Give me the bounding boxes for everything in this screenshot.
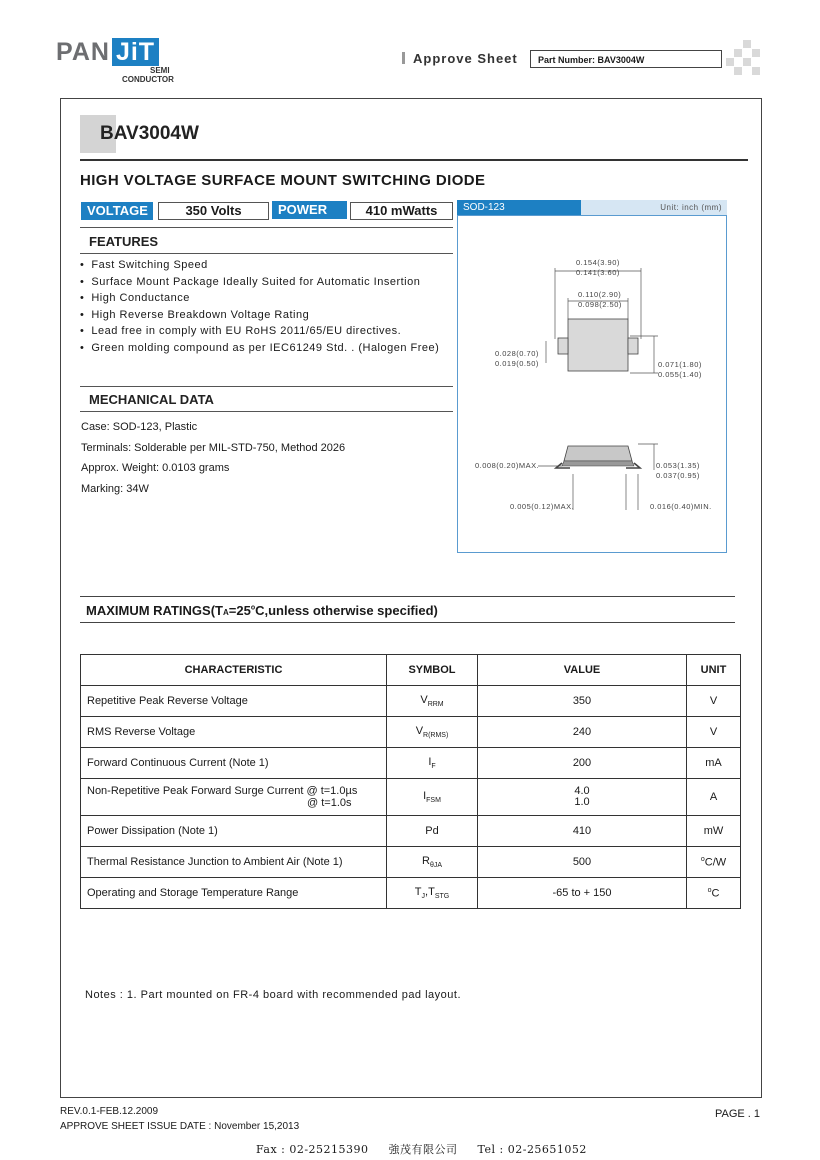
characteristic-cell: Forward Continuous Current (Note 1) xyxy=(81,748,387,779)
features-heading: FEATURES xyxy=(89,234,159,249)
revision-text: REV.0.1-FEB.12.2009 xyxy=(60,1106,159,1117)
list-item: • Fast Switching Speed xyxy=(80,257,439,274)
dim-label: 0.141(3.60) xyxy=(576,268,620,277)
mechanical-bottom-rule xyxy=(80,411,453,412)
symbol-cell: $T_J,T_{STG}$ xyxy=(387,878,478,909)
part-number-box: Part Number: BAV3004W xyxy=(530,50,722,68)
value-cell: 410 xyxy=(478,816,687,847)
mechanical-heading: MECHANICAL DATA xyxy=(89,392,214,407)
power-badge-value: 410 mWatts xyxy=(350,202,453,220)
dim-label: 0.071(1.80) xyxy=(658,360,702,369)
unit-cell: V xyxy=(687,717,741,748)
dim-label: 0.055(1.40) xyxy=(658,370,702,379)
list-item: • High Conductance xyxy=(80,290,439,307)
list-item: • Lead free in comply with EU RoHS 2011/65/EU directives. xyxy=(80,323,439,340)
product-subtitle: HIGH VOLTAGE SURFACE MOUNT SWITCHING DIODE xyxy=(80,172,486,189)
mechanical-top-rule xyxy=(80,386,453,387)
characteristic-cell: Repetitive Peak Reverse Voltage xyxy=(81,686,387,717)
unit-cell: $^o$C/W xyxy=(687,847,741,878)
logo-subtext xyxy=(122,66,174,84)
column-header: SYMBOL xyxy=(387,655,478,686)
logo-semi-text: SEMI xyxy=(150,66,170,75)
table-row xyxy=(81,847,741,878)
features-top-rule xyxy=(80,227,453,228)
ratings-top-rule xyxy=(80,596,735,597)
notes-text: Notes : 1. Part mounted on FR-4 board with recommended pad layout. xyxy=(85,989,462,1001)
unit-cell: mA xyxy=(687,748,741,779)
list-item: • Green molding compound as per IEC61249 Std. . (Halogen Free) xyxy=(80,340,439,357)
table-row xyxy=(81,686,741,717)
dim-label: 0.154(3.90) xyxy=(576,258,620,267)
package-drawing xyxy=(457,215,727,553)
value-cell: 350 xyxy=(478,686,687,717)
value-cell: -65 to + 150 xyxy=(478,878,687,909)
unit-cell: A xyxy=(687,779,741,816)
table-row xyxy=(81,816,741,847)
title-rule xyxy=(80,159,748,161)
checker-decoration xyxy=(726,40,760,76)
list-item: Approx. Weight: 0.0103 grams xyxy=(81,462,230,474)
dim-label: 0.008(0.20)MAX. xyxy=(475,461,540,470)
symbol-cell: $I_F$ xyxy=(387,748,478,779)
part-number-title: BAV3004W xyxy=(100,123,199,144)
contact-line: Fax : 02-25215390 強茂有限公司 Tel : 02-25651052 xyxy=(256,1143,587,1156)
ratings-table xyxy=(80,654,741,909)
list-item: Marking: 34W xyxy=(81,482,149,495)
symbol-cell: $R_{\theta JA}$ xyxy=(387,847,478,878)
approve-sheet-text: Approve Sheet xyxy=(413,51,518,66)
symbol-cell: $I_{FSM}$ xyxy=(387,779,478,816)
unit-cell: mW xyxy=(687,816,741,847)
list-item: • High Reverse Breakdown Voltage Rating xyxy=(80,307,439,324)
column-header: CHARACTERISTIC xyxy=(81,655,387,686)
package-unit: Unit: inch (mm) xyxy=(581,200,727,215)
characteristic-cell: Operating and Storage Temperature Range xyxy=(81,878,387,909)
package-body-top xyxy=(568,319,628,371)
issue-date-text: APPROVE SHEET ISSUE DATE : November 15,2013 xyxy=(60,1121,300,1132)
ratings-title: MAXIMUM $RATINGS(TA=25^oC,unless$ otherwise specified) xyxy=(86,603,438,618)
mechanical-list xyxy=(81,417,345,499)
power-badge-label: POWER xyxy=(272,201,347,219)
dim-label: 0.053(1.35) xyxy=(656,461,700,470)
characteristic-cell: Non-Repetitive Peak Forward Surge Current @ t=1.0µs @ t=1.0s xyxy=(81,779,387,816)
page-number: PAGE . 1 xyxy=(715,1108,761,1120)
package-body-side xyxy=(564,446,632,461)
table-row xyxy=(81,779,741,816)
divider-bar xyxy=(402,52,405,64)
column-header: VALUE xyxy=(478,655,687,686)
company-logo xyxy=(56,38,159,67)
value-cell: 4.0 1.0 xyxy=(478,779,687,816)
logo-jit-text: JiT xyxy=(112,38,159,66)
value-cell: 500 xyxy=(478,847,687,878)
logo-conductor-text: CONDUCTOR xyxy=(122,75,174,84)
dim-label: 0.019(0.50) xyxy=(495,359,539,368)
column-header: UNIT xyxy=(687,655,741,686)
features-bottom-rule xyxy=(80,253,453,254)
package-name: SOD-123 xyxy=(457,200,581,215)
unit-cell: $^o$C xyxy=(687,878,741,909)
dim-label: 0.110(2.90) xyxy=(578,290,622,299)
ratings-bottom-rule xyxy=(80,622,735,623)
list-item: Case: SOD-123, Plastic xyxy=(81,421,198,433)
value-cell: 240 xyxy=(478,717,687,748)
voltage-badge-value: 350 Volts xyxy=(158,202,269,220)
dim-label: 0.098(2.50) xyxy=(578,300,622,309)
approve-sheet-label xyxy=(402,51,518,66)
dim-label: 0.016(0.40)MIN. xyxy=(650,502,712,511)
characteristic-cell: Power Dissipation (Note 1) xyxy=(81,816,387,847)
table-row xyxy=(81,878,741,909)
dim-label: 0.028(0.70) xyxy=(495,349,539,358)
characteristic-cell: RMS Reverse Voltage xyxy=(81,717,387,748)
symbol-cell: Pd xyxy=(387,816,478,847)
table-header-row xyxy=(81,655,741,686)
unit-cell: V xyxy=(687,686,741,717)
value-cell: 200 xyxy=(478,748,687,779)
list-item: • Surface Mount Package Ideally Suited for Automatic Insertion xyxy=(80,274,439,291)
dim-label: 0.037(0.95) xyxy=(656,471,700,480)
characteristic-cell: Thermal Resistance Junction to Ambient Air (Note 1) xyxy=(81,847,387,878)
dim-label: 0.005(0.12)MAX. xyxy=(510,502,575,511)
table-row xyxy=(81,748,741,779)
symbol-cell: $V_{R(RMS)}$ xyxy=(387,717,478,748)
features-list xyxy=(80,257,439,356)
table-row xyxy=(81,717,741,748)
symbol-cell: $V_{RRM}$ xyxy=(387,686,478,717)
voltage-badge-label: VOLTAGE xyxy=(81,202,153,220)
logo-pan-text: PAN xyxy=(56,38,110,66)
list-item: Terminals: Solderable per MIL-STD-750, Method 2026 xyxy=(81,441,346,454)
